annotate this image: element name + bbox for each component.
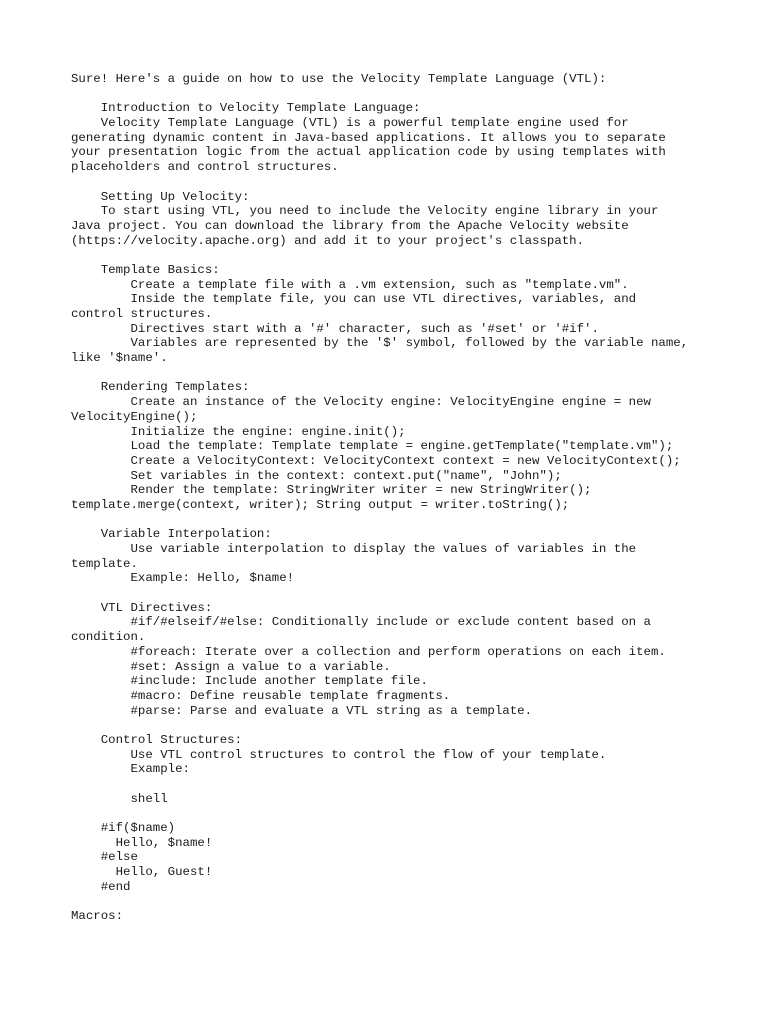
blank-line [71, 366, 711, 381]
code-line: #if($name) [71, 821, 176, 836]
section-heading-control-structures: Control Structures: [71, 732, 243, 747]
list-item-line: #foreach: Iterate over a collection and perform operations on each item. [71, 644, 666, 659]
document-page [71, 72, 711, 924]
blank-line [71, 175, 711, 190]
list-item-line: Use VTL control structures to control the flow of your template. [71, 747, 607, 762]
list-item-line: template. [71, 556, 138, 571]
blank-line [71, 87, 711, 102]
list-item-line: #set: Assign a value to a variable. [71, 659, 391, 674]
section-heading-rendering: Rendering Templates: [71, 380, 250, 395]
list-item-line: VelocityEngine(); [71, 409, 198, 424]
list-item-line: #macro: Define reusable template fragments. [71, 688, 451, 703]
section-heading-directives: VTL Directives: [71, 600, 213, 615]
section-heading-template-basics: Template Basics: [71, 262, 220, 277]
list-item-line: #if/#elseif/#else: Conditionally include or exclude content based on a [71, 615, 651, 630]
list-item-line: Load the template: Template template = engine.getTemplate("template.vm"); [71, 439, 674, 454]
section-heading-introduction: Introduction to Velocity Template Language: [71, 101, 421, 116]
list-item-line: Example: Hello, $name! [71, 571, 295, 586]
code-line: #end [71, 879, 131, 894]
paragraph-line: Velocity Template Language (VTL) is a powerful template engine used for [71, 116, 629, 131]
list-item-line: #parse: Parse and evaluate a VTL string as a template. [71, 703, 533, 718]
code-line: #else [71, 850, 138, 865]
code-language-label: shell [71, 791, 168, 806]
blank-line [71, 718, 711, 733]
paragraph-line: (https://velocity.apache.org) and add it to your project's classpath. [71, 233, 585, 248]
list-item-line: Use variable interpolation to display the values of variables in the [71, 542, 637, 556]
list-item-line: Variables are represented by the '$' symbol, followed by the variable name, [71, 336, 689, 351]
blank-line [71, 586, 711, 601]
list-item-line: Create a template file with a .vm extension, such as "template.vm". [71, 277, 629, 292]
paragraph-line: your presentation logic from the actual application code by using templates with [71, 145, 666, 160]
list-item-line: Directives start with a '#' character, such as '#set' or '#if'. [71, 321, 599, 336]
blank-line [71, 777, 711, 792]
list-item-line: control structures. [71, 307, 213, 321]
list-item-line: template.merge(context, writer); String output = writer.toString(); [71, 497, 570, 512]
list-item-line: Example: [71, 762, 190, 777]
section-heading-macros: Macros: [71, 909, 124, 924]
list-item-line: like '$name'. [71, 351, 168, 366]
section-heading-setup: Setting Up Velocity: [71, 189, 250, 204]
list-item-line: condition. [71, 630, 146, 645]
paragraph-line: To start using VTL, you need to include the Velocity engine library in your [71, 204, 659, 219]
list-item-line: Create a VelocityContext: VelocityContext context = new VelocityContext(); [71, 453, 681, 468]
list-item-line: Initialize the engine: engine.init(); [71, 424, 406, 439]
blank-line [71, 806, 711, 821]
list-item-line: Set variables in the context: context.put("name", "John"); [71, 468, 562, 483]
code-line: Hello, Guest! [71, 865, 213, 880]
list-item-line: Create an instance of the Velocity engine: VelocityEngine engine = new [71, 395, 651, 410]
section-heading-interpolation: Variable Interpolation: [71, 527, 272, 542]
blank-line [71, 895, 711, 910]
code-line: Hello, $name! [71, 835, 213, 850]
intro-sentence: Sure! Here's a guide on how to use the Velocity Template Language (VTL): [71, 72, 607, 86]
paragraph-line: generating dynamic content in Java-based applications. It allows you to separate [71, 130, 666, 145]
paragraph-line: placeholders and control structures. [71, 160, 339, 175]
list-item-line: Inside the template file, you can use VTL directives, variables, and [71, 292, 637, 307]
list-item-line: #include: Include another template file. [71, 674, 428, 689]
list-item-line: Render the template: StringWriter writer = new StringWriter(); [71, 483, 592, 498]
blank-line [71, 248, 711, 263]
blank-line [71, 513, 711, 528]
paragraph-line: Java project. You can download the library from the Apache Velocity website [71, 218, 629, 233]
